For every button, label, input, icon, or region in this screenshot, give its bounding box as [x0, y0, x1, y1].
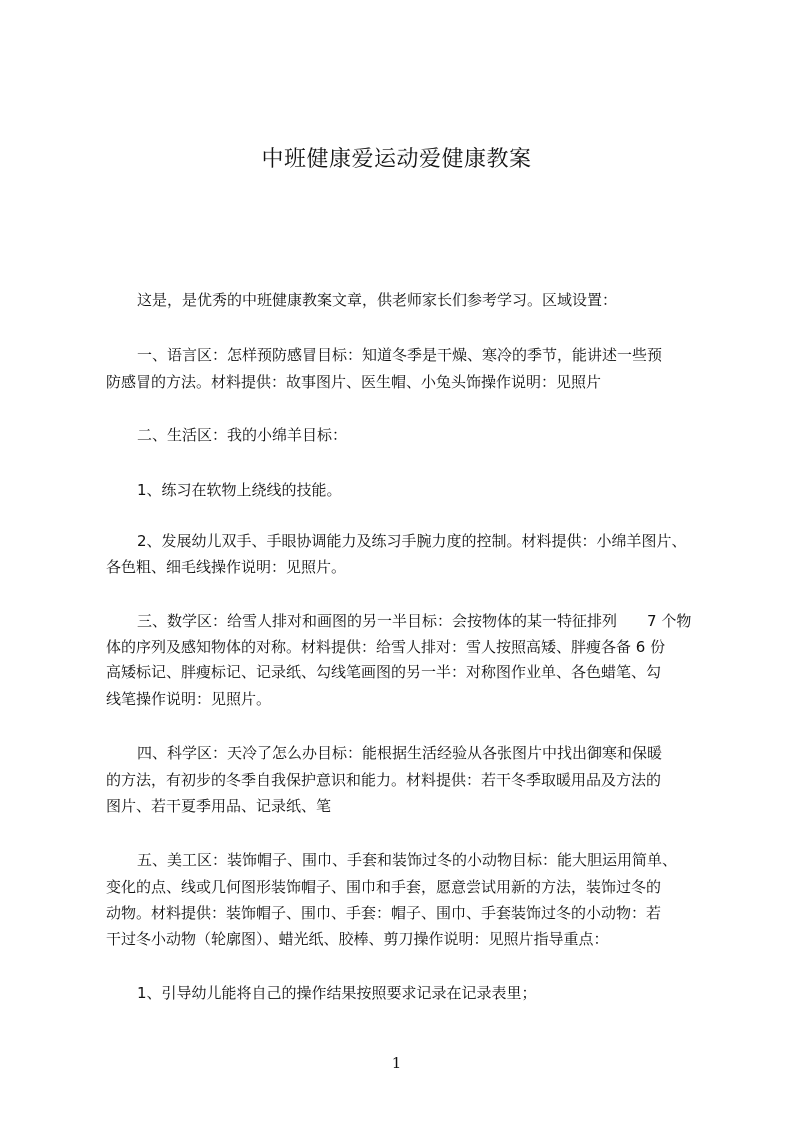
paragraph-line: 动物。材料提供：装饰帽子、围巾、手套：帽子、围巾、手套装饰过冬的小动物：若 [106, 904, 662, 922]
paragraph-line: 干过冬小动物（轮廓图）、蜡光纸、胶棒、剪刀操作说明：见照片指导重点： [106, 930, 609, 948]
paragraph-line: 各色粗、细毛线操作说明：见照片。 [106, 558, 347, 576]
paragraph-line: 高矮标记、胖瘦标记、记录纸、勾线笔画图的另一半：对称图作业单、各色蜡笔、勾 [106, 663, 662, 681]
paragraph-line: 2、发展幼儿双手、手眼协调能力及练习手腕力度的控制。材料提供：小绵羊图片、 [137, 532, 687, 550]
paragraph-line: 二、生活区：我的小绵羊目标： [137, 426, 348, 444]
paragraph-line: 图片、若干夏季用品、记录纸、笔 [106, 797, 332, 815]
intro-paragraph: 这是，是优秀的中班健康教案文章，供老师家长们参考学习。区域设置： [137, 291, 618, 309]
paragraph-line: 1、引导幼儿能将自己的操作结果按照要求记录在记录表里； [137, 984, 537, 1002]
paragraph-line: 1、练习在软物上绕线的技能。 [137, 481, 342, 499]
document-title: 中班健康爱运动爱健康教案 [261, 147, 532, 172]
paragraph-line: 变化的点、线或几何图形装饰帽子、围巾和手套，愿意尝试用新的方法，装饰过冬的 [106, 878, 662, 896]
paragraph-line: 体的序列及感知物体的对称。材料提供：给雪人排对：雪人按照高矮、胖瘦各备 6 份 [106, 638, 666, 656]
paragraph-line: 线笔操作说明：见照片。 [106, 690, 272, 708]
paragraph-line: 一、语言区：怎样预防感冒目标：知道冬季是干燥、寒冷的季节，能讲述一些预 [137, 346, 663, 364]
paragraph-line: 三、数学区：给雪人排对和画图的另一半目标：会按物体的某一特征排列 7 个物 [137, 612, 692, 630]
paragraph-line: 五、美工区：装饰帽子、围巾、手套和装饰过冬的小动物目标：能大胆运用简单、 [137, 851, 678, 869]
page-number: 1 [391, 1054, 402, 1072]
paragraph-line: 四、科学区：天冷了怎么办目标：能根据生活经验从各张图片中找出御寒和保暖 [137, 744, 663, 762]
paragraph-line: 防感冒的方法。材料提供：故事图片、医生帽、小兔头饰操作说明：见照片 [106, 373, 602, 391]
paragraph-line: 的方法，有初步的冬季自我保护意识和能力。材料提供：若干冬季取暖用品及方法的 [106, 771, 662, 789]
